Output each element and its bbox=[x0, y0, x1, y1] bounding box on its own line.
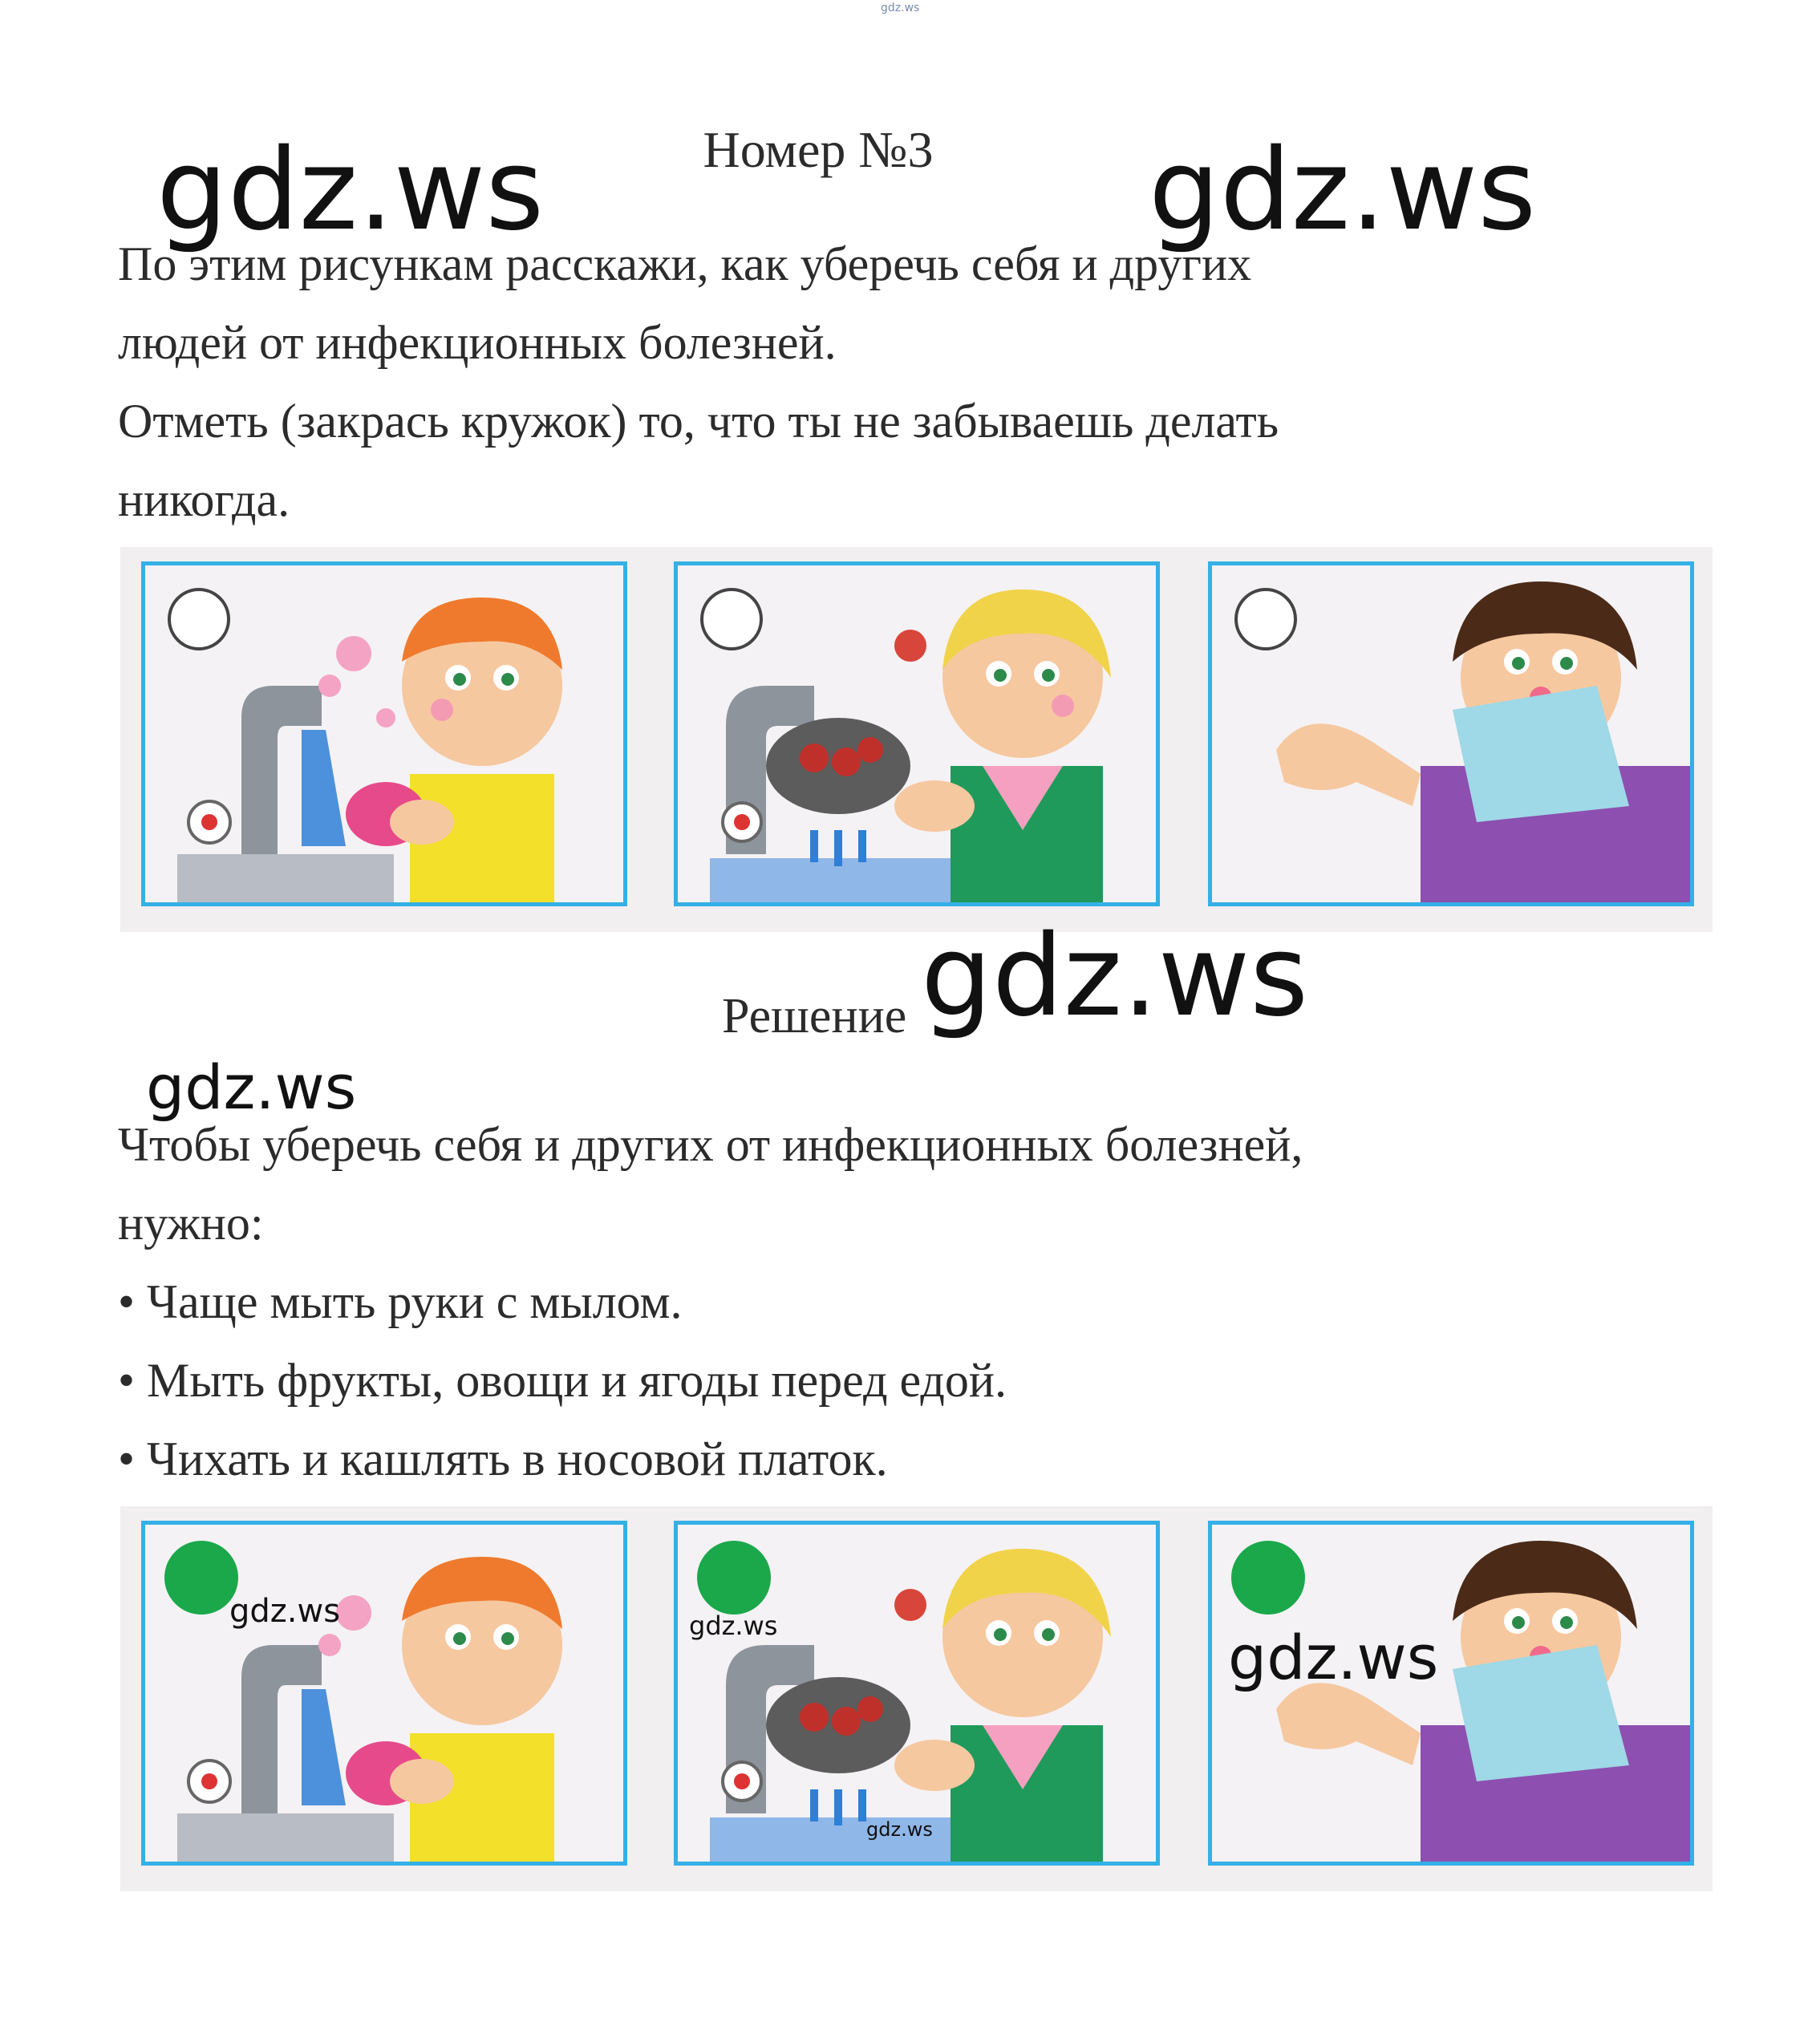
checkbox-sneezing[interactable] bbox=[1234, 588, 1297, 650]
checkbox-washing-fruit[interactable] bbox=[700, 588, 763, 650]
watermark: gdz.ws bbox=[1228, 1622, 1439, 1693]
answer-list-item: • Чаще мыть руки с мылом. bbox=[118, 1275, 683, 1328]
site-header[interactable]: gdz.ws bbox=[881, 2, 920, 14]
checkbox-washing-fruit-filled[interactable] bbox=[697, 1541, 771, 1615]
watermark: gdz.ws bbox=[921, 911, 1309, 1042]
watermark: gdz.ws bbox=[229, 1593, 341, 1630]
panel-sneezing bbox=[1208, 561, 1694, 906]
page-title: Номер №3 bbox=[703, 121, 934, 178]
checkbox-sneezing-filled[interactable] bbox=[1231, 1541, 1305, 1615]
panel-sneezing-checked bbox=[1208, 1521, 1694, 1866]
solution-heading: Решение bbox=[722, 989, 907, 1043]
panel-washing-fruit-checked bbox=[674, 1521, 1160, 1866]
answer-intro-line: Чтобы уберечь себя и других от инфекционных болезней, bbox=[118, 1118, 1303, 1171]
checkbox-washing-hands[interactable] bbox=[168, 588, 230, 650]
answer-intro-line: нужно: bbox=[118, 1197, 264, 1250]
watermark: gdz.ws bbox=[146, 1051, 357, 1123]
task-line: По этим рисункам расскажи, как уберечь себя и других bbox=[118, 237, 1252, 290]
task-illustration-strip bbox=[120, 547, 1713, 932]
solution-illustration-strip bbox=[120, 1506, 1713, 1891]
panel-washing-hands-checked bbox=[141, 1521, 627, 1866]
watermark: gdz.ws bbox=[1149, 125, 1537, 256]
task-line: Отметь (закрась кружок) то, что ты не забываешь делать bbox=[118, 395, 1279, 448]
checkbox-washing-hands-filled[interactable] bbox=[164, 1541, 238, 1615]
panel-washing-fruit bbox=[674, 561, 1160, 906]
task-line: людей от инфекционных болезней. bbox=[118, 316, 837, 369]
watermark: gdz.ws bbox=[689, 1611, 778, 1641]
answer-list-item: • Чихать и кашлять в носовой платок. bbox=[118, 1432, 888, 1485]
watermark: gdz.ws bbox=[866, 1818, 933, 1841]
panel-washing-hands bbox=[141, 561, 627, 906]
task-line: никогда. bbox=[118, 473, 290, 526]
watermark: gdz.ws bbox=[156, 125, 545, 256]
answer-list-item: • Мыть фрукты, овощи и ягоды перед едой. bbox=[118, 1354, 1007, 1407]
